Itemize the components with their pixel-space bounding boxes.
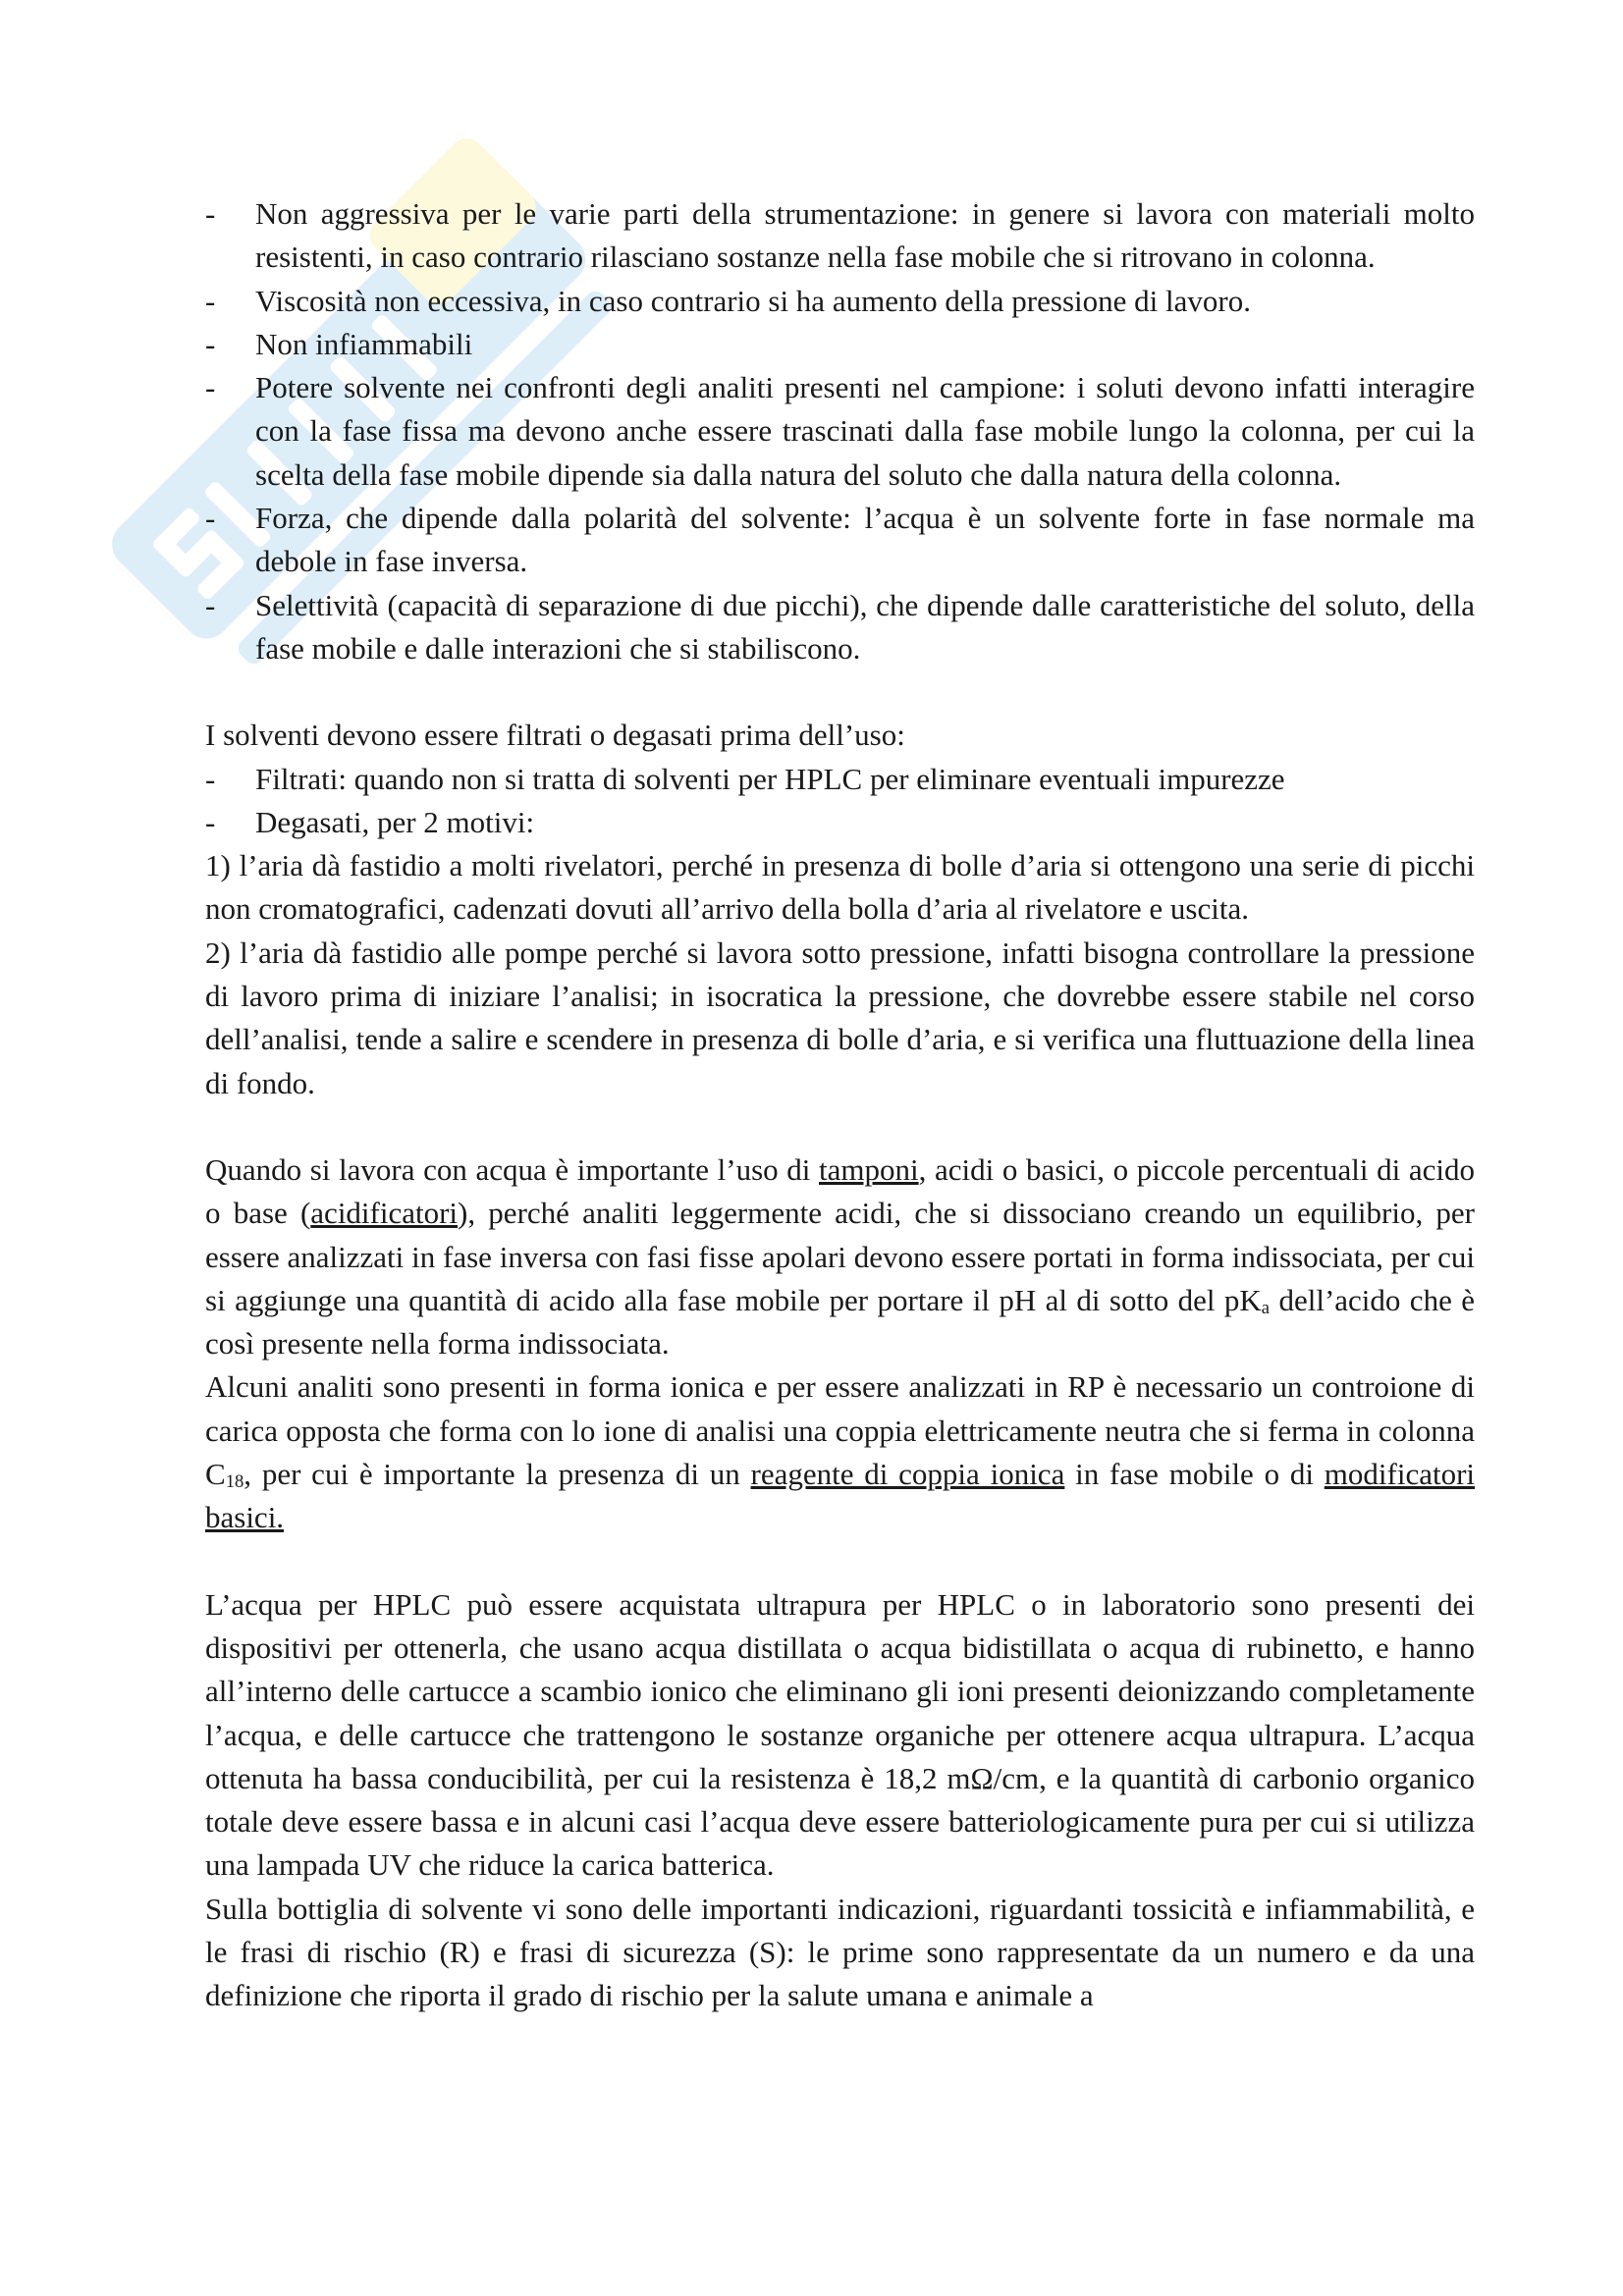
underlined-term-ion-pair-reagent: reagente di coppia ionica [750, 1457, 1065, 1492]
list-dash: - [205, 501, 216, 536]
list-item-text: Filtrati: quando non si tratta di solventi per HPLC per eliminare eventuali impurezze [255, 761, 1285, 796]
list-item-text: Non aggressiva per le varie parti della strumentazione: in genere si lavora con materiali molto resistenti, in caso contrario rilasciano sostanze nella fase mobile che si ritrovano in colonna. [255, 196, 1475, 275]
list-dash: - [205, 761, 216, 796]
list-dash: - [205, 587, 216, 622]
list-dash: - [205, 326, 216, 361]
solvents-intro: I solventi devono essere filtrati o degasati prima dell’uso: [205, 718, 905, 753]
text-run: Quando si lavora con acqua è importante l’uso di [205, 1151, 819, 1187]
list-item [205, 323, 1475, 366]
text-run: in fase mobile o di [1064, 1457, 1325, 1492]
list-item [205, 758, 1475, 801]
list-item [205, 801, 1475, 844]
text-run: , acidi o basici, o piccole percentuali di acido o base ( [205, 1151, 1476, 1231]
list-item [205, 280, 1475, 323]
list-item [205, 366, 1475, 497]
list-item-text: Non infiammabili [255, 326, 473, 361]
mobile-phase-properties-list [205, 192, 1475, 670]
reason-2-paragraph: 2) l’aria dà fastidio alle pompe perché si lavora sotto pressione, infatti bisogna controllare la pressione di lavoro prima di iniziare l’analisi; in isocratica la pressione, che dovrebbe essere stabile nel corso dell’analisi, tende a salire e scendere in presenza di bolle d’aria, e si verifica una fluttuazione della linea di fondo. [205, 934, 1475, 1100]
list-item-text: Forza, che dipende dalla polarità del solvente: l’acqua è un solvente forte in fase normale ma debole in fase inversa. [255, 501, 1475, 579]
underlined-term-tamponi: tamponi [819, 1151, 919, 1187]
solvent-treatment-list [205, 758, 1475, 845]
list-item-text: Degasati, per 2 motivi: [255, 804, 535, 839]
underlined-term-acidificatori: acidificatori [310, 1196, 459, 1231]
solvent-bottle-paragraph: Sulla bottiglia di solvente vi sono delle importanti indicazioni, riguardanti tossicità e infiammabilità, e le frasi di rischio (R) e frasi di sicurezza (S): le prime sono rappresentate da un numero e da una definizione che riporta il grado di rischio per la salute umana e animale a [205, 1891, 1475, 2013]
subscript-18: 18 [225, 1471, 244, 1493]
text-run: ), perché analiti leggermente acidi, che si dissociano creando un equilibrio, per essere analizzati in fase inversa con fasi fisse apolari devono essere portati in forma indissociata, per cui si aggiunge una quantità di acido alla fase mobile per portare il pH al di sotto del pK [205, 1196, 1476, 1317]
list-item [205, 192, 1475, 280]
list-dash: - [205, 196, 216, 231]
text-run: , per cui è importante la presenza di un [243, 1457, 751, 1492]
text-run: Alcuni analiti sono presenti in forma ionica e per essere analizzati in RP è necessario un controione di carica opposta che forma con lo ione di analisi una coppia elettricamente neutra che si ferma in colonna C [205, 1369, 1475, 1492]
list-item-text: Selettività (capacità di separazione di due picchi), che dipende dalle caratteristiche del soluto, della fase mobile e dalle interazioni che si stabiliscono. [255, 587, 1475, 666]
list-item [205, 584, 1475, 671]
subscript-a: a [1261, 1297, 1271, 1318]
ion-pair-paragraph [205, 1365, 1475, 1539]
water-buffers-paragraph [205, 1148, 1475, 1365]
document-page [205, 192, 1475, 2018]
list-item [205, 497, 1475, 584]
text-run: dell’acido che è così presente nella forma indissociata. [205, 1282, 1475, 1362]
list-dash: - [205, 370, 216, 405]
list-dash: - [205, 804, 216, 839]
list-item-text: Potere solvente nei confronti degli analiti presenti nel campione: i soluti devono infatti interagire con la fase fissa ma devono anche essere trascinati dalla fase mobile lungo la colonna, per cui la scelta della fase mobile dipende sia dalla natura del soluto che dalla natura della colonna. [255, 370, 1475, 492]
underlined-term-basic-modifiers: modificatori basici. [205, 1457, 1476, 1535]
list-dash: - [205, 283, 216, 318]
hplc-water-paragraph: L’acqua per HPLC può essere acquistata ultrapura per HPLC o in laboratorio sono presenti dei dispositivi per ottenerla, che usano acqua distillata o acqua bidistillata o acqua di rubinetto, e hanno all’interno delle cartucce a scambio ionico che eliminano gli ioni presenti deionizzando completamente l’acqua, e delle cartucce che trattengono le sostanze organiche per ottenere acqua ultrapura. L’acqua ottenuta ha bassa conducibilità, per cui la resistenza è 18,2 mΩ/cm, e la quantità di carbonio organico totale deve essere bassa e in alcuni casi l’acqua deve essere batteriologicamente pura per cui si utilizza una lampada UV che riduce la carica batterica. [205, 1586, 1475, 1883]
reason-1-paragraph: 1) l’aria dà fastidio a molti rivelatori, perché in presenza di bolle d’aria si ottengono una serie di picchi non cromatografici, cadenzati dovuti all’arrivo della bolla d’aria al rivelatore e uscita. [205, 848, 1475, 927]
list-item-text: Viscosità non eccessiva, in caso contrario si ha aumento della pressione di lavoro. [255, 283, 1251, 318]
